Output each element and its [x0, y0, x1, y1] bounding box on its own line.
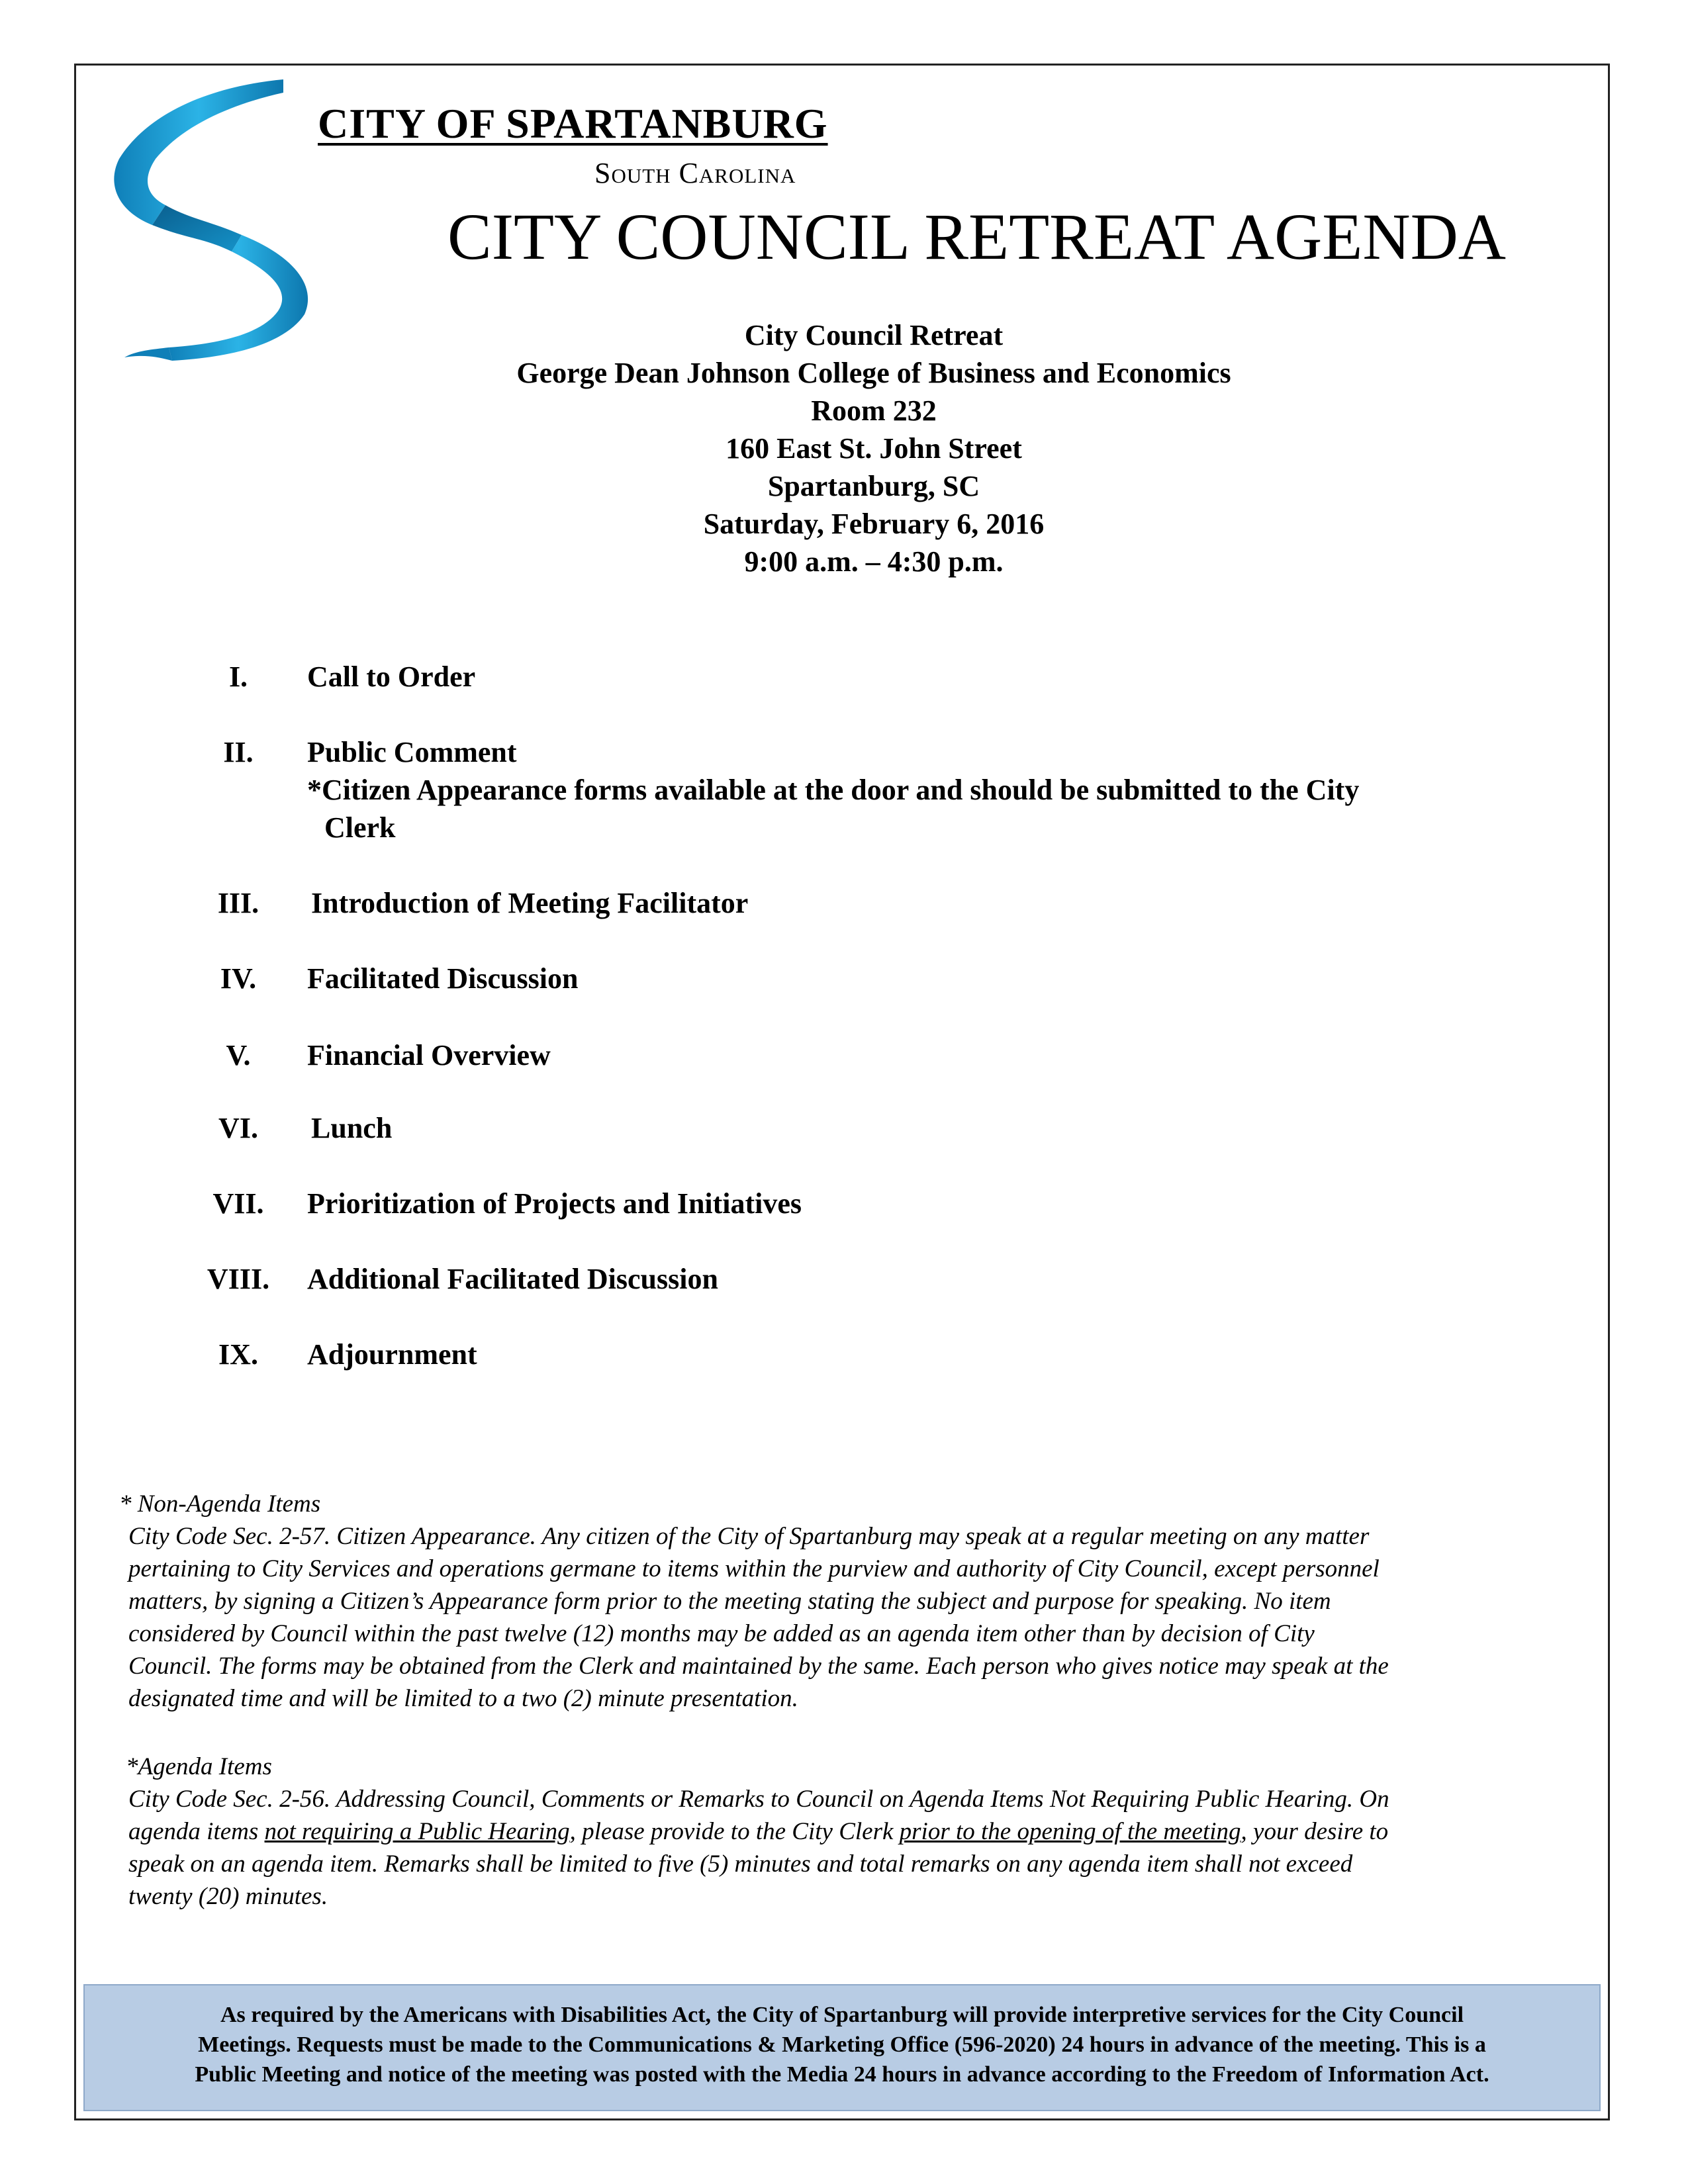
agenda-item-label: Introduction of Meeting Facilitator	[311, 887, 749, 919]
agenda-note-line	[128, 1815, 1562, 1848]
ada-notice-line: As required by the Americans with Disabilities Act, the City of Spartanburg will provide interpretive services for the City Council	[220, 2003, 1464, 2027]
agenda-item-label: Financial Overview	[307, 1039, 551, 1071]
agenda-item-numeral: V.	[226, 1039, 251, 1071]
meeting-room: Room 232	[811, 394, 937, 427]
agenda-note-underlined: not requiring a Public Hearing	[264, 1818, 570, 1845]
non-agenda-line: matters, by signing a Citizen’s Appearance form prior to the meeting stating the subject and purpose for speaking. No item	[128, 1588, 1331, 1615]
agenda-item-label: Prioritization of Projects and Initiatives	[307, 1187, 802, 1220]
non-agenda-line: Council. The forms may be obtained from the Clerk and maintained by the same. Each person who gives notice may speak at the	[128, 1653, 1389, 1680]
agenda-item-label: Call to Order	[307, 660, 476, 693]
agenda-item-label: Lunch	[311, 1112, 393, 1144]
non-agenda-line: designated time and will be limited to a two (2) minute presentation.	[128, 1685, 798, 1712]
meeting-date: Saturday, February 6, 2016	[703, 508, 1045, 540]
ada-notice-line: Public Meeting and notice of the meeting was posted with the Media 24 hours in advance according to the Freedom of Information Act.	[195, 2062, 1489, 2087]
meeting-time: 9:00 a.m. – 4:30 p.m.	[744, 545, 1004, 578]
agenda-item-numeral: IX.	[218, 1338, 258, 1371]
state-name: South Carolina	[594, 157, 796, 189]
city-name: CITY OF SPARTANBURG	[318, 100, 828, 147]
agenda-item-label: Adjournment	[307, 1338, 477, 1371]
agenda-items-text	[128, 1783, 1562, 1913]
agenda-item-note-continued: Clerk	[324, 811, 396, 844]
agenda-note-text: , please provide to the City Clerk	[569, 1818, 900, 1845]
agenda-item-numeral: III.	[217, 887, 259, 919]
agenda-item-numeral: VI.	[218, 1112, 258, 1144]
agenda-item-numeral: II.	[223, 736, 254, 768]
meeting-city-state: Spartanburg, SC	[767, 470, 980, 502]
agenda-note-underlined: prior to the opening of the meeting	[899, 1818, 1241, 1845]
agenda-item-label: Additional Facilitated Discussion	[307, 1263, 718, 1295]
ada-notice-box	[83, 1984, 1601, 2111]
agenda-item-numeral: VII.	[212, 1187, 264, 1220]
agenda-note-line: speak on an agenda item. Remarks shall be limited to five (5) minutes and total remarks on any agenda item shall not exceed	[128, 1850, 1353, 1878]
agenda-note-text: , your desire to	[1241, 1818, 1389, 1845]
ada-notice-line: Meetings. Requests must be made to the Communications & Marketing Office (596-2020) 24 hours in advance of the meeting. This is a	[198, 2032, 1486, 2057]
non-agenda-line: pertaining to City Services and operations germane to items within the purview and authority of City Council, except personnel	[128, 1555, 1380, 1582]
agenda-title: CITY COUNCIL RETREAT AGENDA	[447, 200, 1507, 273]
agenda-item-note: *Citizen Appearance forms available at the door and should be submitted to the City	[307, 774, 1360, 806]
agenda-note-text: agenda items	[128, 1818, 265, 1845]
city-logo-icon	[106, 73, 311, 364]
notes-section	[119, 1488, 1562, 1913]
agenda-note-line: twenty (20) minutes.	[128, 1883, 328, 1910]
non-agenda-text	[128, 1520, 1562, 1715]
agenda-item-label: Public Comment	[307, 736, 517, 768]
agenda-item-label: Facilitated Discussion	[307, 962, 579, 995]
non-agenda-line: City Code Sec. 2-57. Citizen Appearance. Any citizen of the City of Spartanburg may speak at a regular meeting on any matter	[128, 1523, 1370, 1550]
non-agenda-heading: * Non-Agenda Items	[119, 1490, 321, 1518]
agenda-item-numeral: IV.	[220, 962, 257, 995]
agenda-items-heading: *Agenda Items	[126, 1753, 272, 1780]
meeting-info	[344, 316, 1403, 580]
non-agenda-line: considered by Council within the past twelve (12) months may be added as an agenda item other than by decision of City	[128, 1620, 1315, 1647]
agenda-item-numeral: VIII.	[207, 1263, 270, 1295]
agenda-item-numeral: I.	[228, 660, 248, 693]
meeting-street: 160 East St. John Street	[726, 432, 1022, 465]
agenda-note-line: City Code Sec. 2-56. Addressing Council, Comments or Remarks to Council on Agenda Items Not Requiring Public Hearing. On	[128, 1786, 1389, 1813]
meeting-event: City Council Retreat	[744, 319, 1004, 351]
meeting-venue: George Dean Johnson College of Business and Economics	[516, 357, 1231, 389]
